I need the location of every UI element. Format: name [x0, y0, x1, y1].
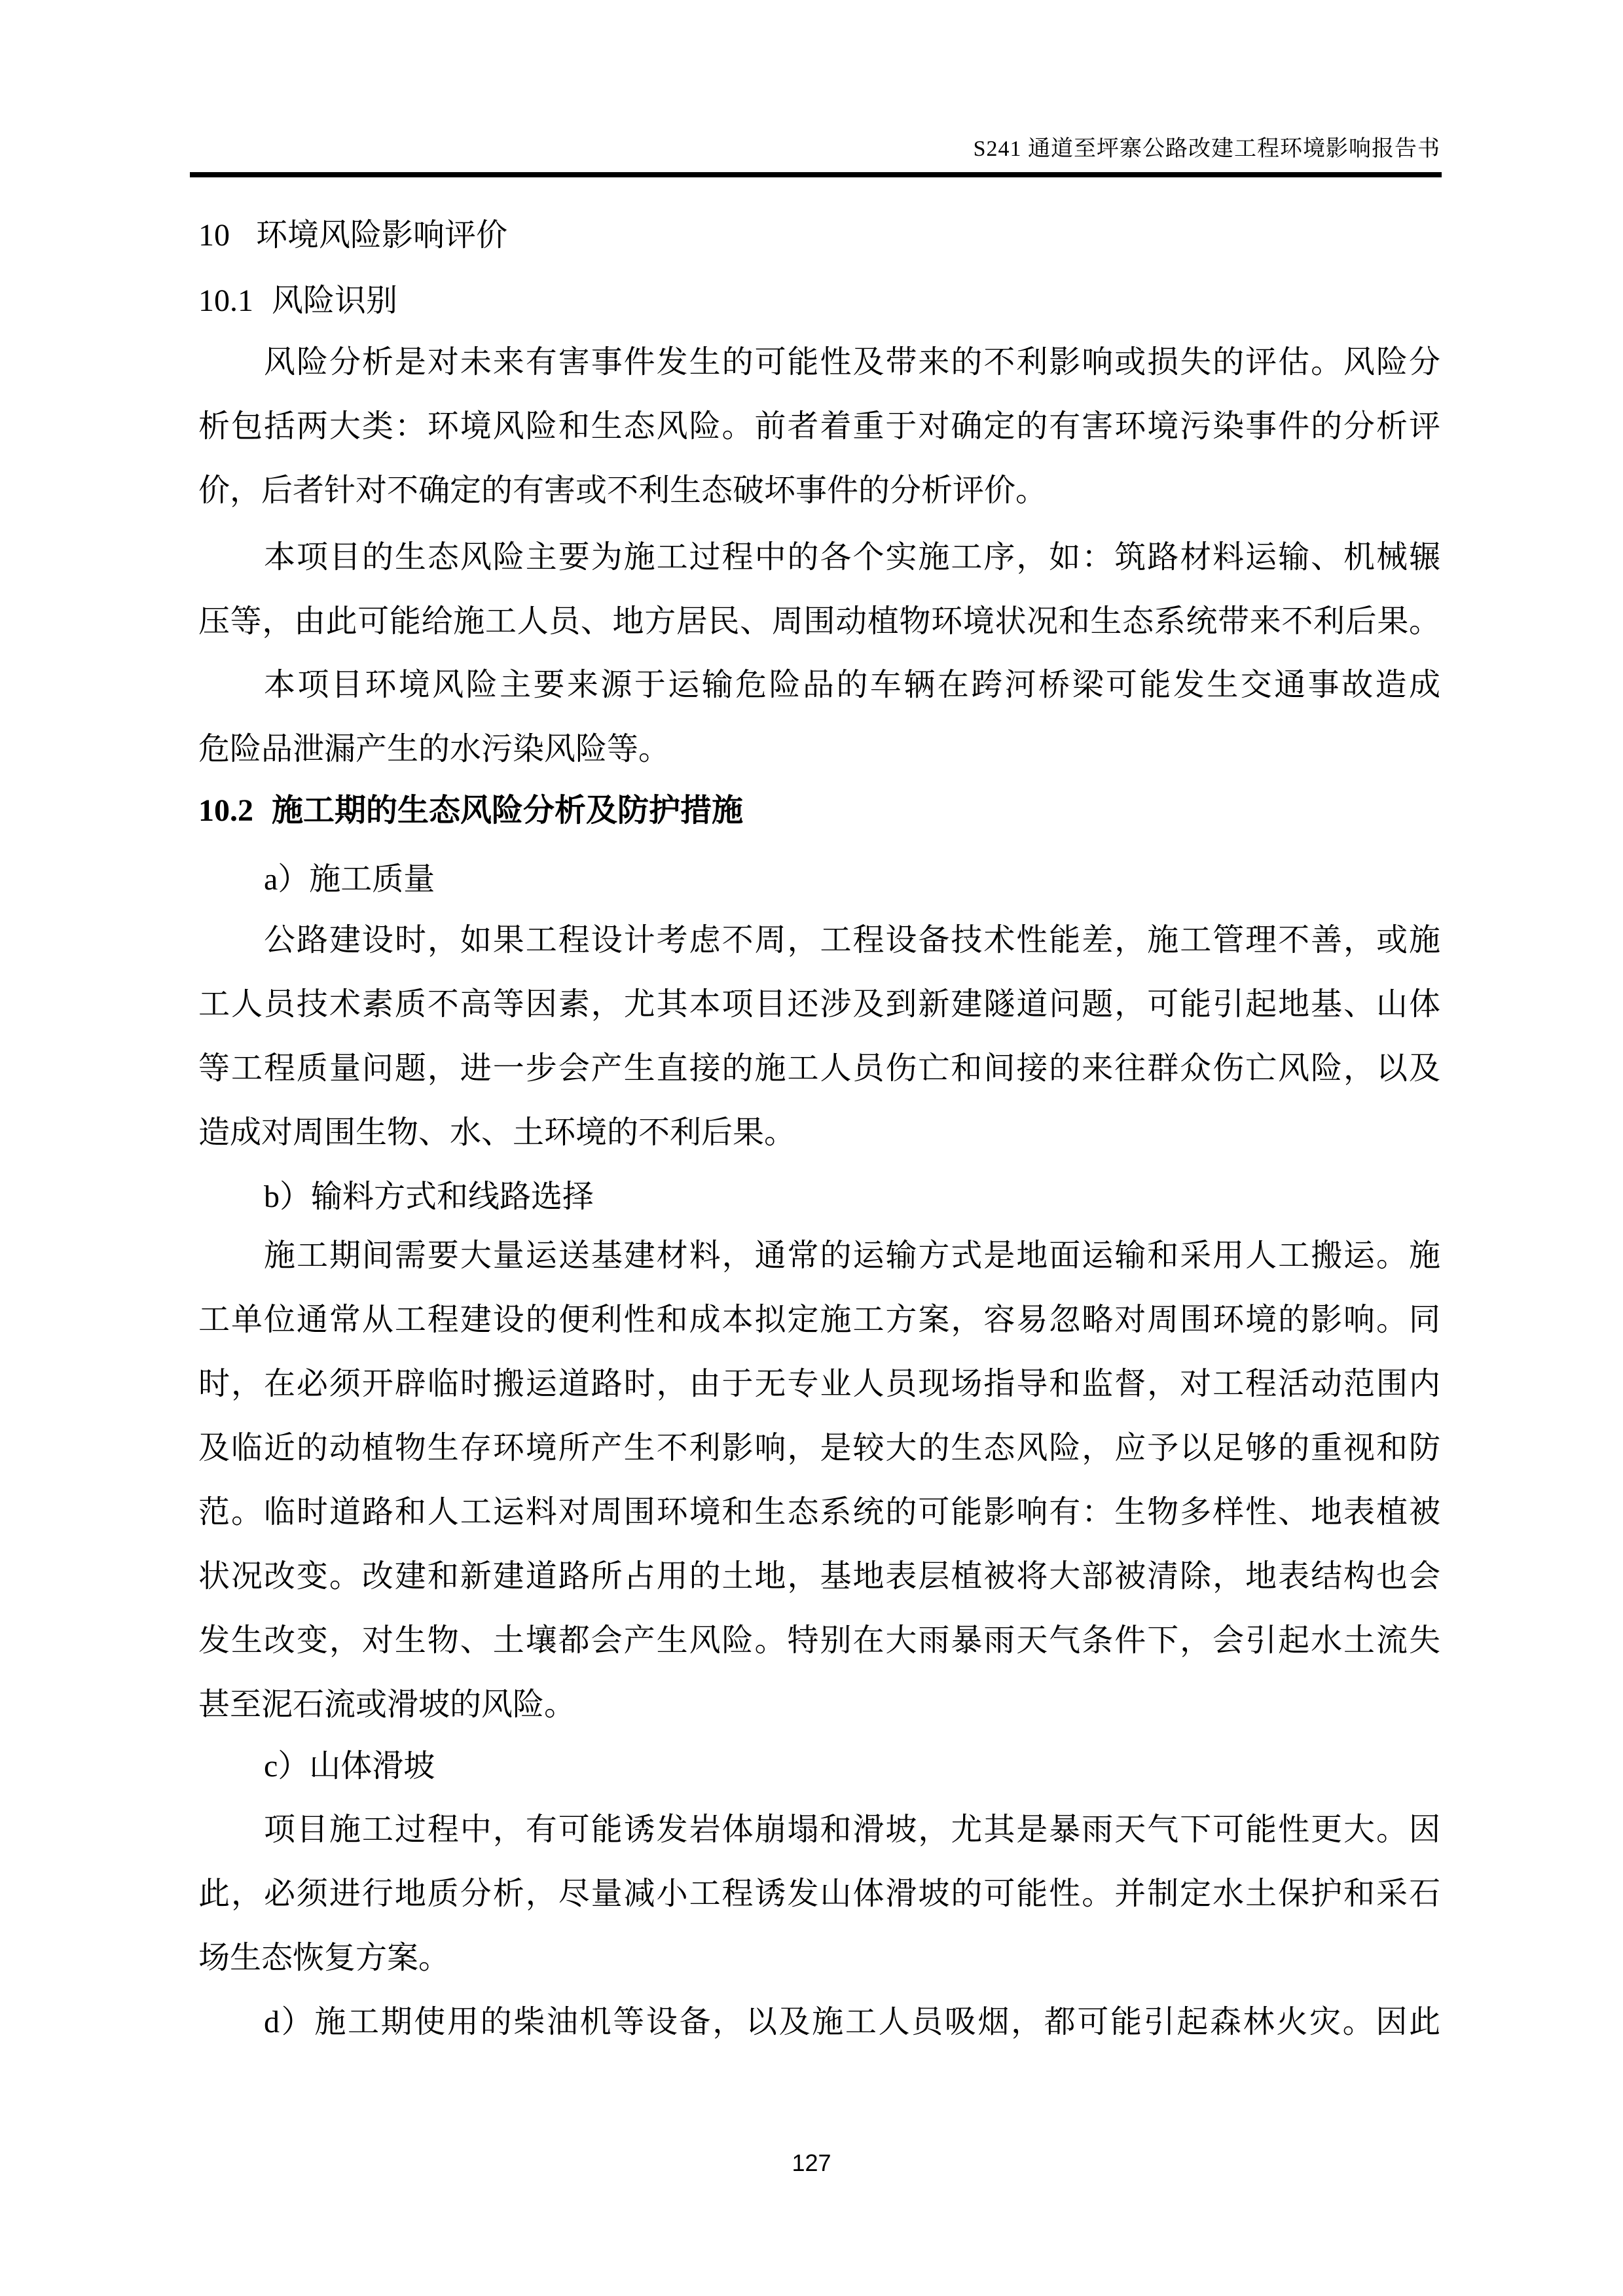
text-line: 析包括两大类：环境风险和生态风险。前者着重于对确定的有害环境污染事件的分析评	[198, 409, 1440, 444]
text-line: b）输料方式和线路选择	[264, 1179, 594, 1214]
text-line: 价，后者针对不确定的有害或不利生态破坏事件的分析评价。	[198, 473, 1048, 508]
page-header-title: S241 通道至坪寨公路改建工程环境影响报告书	[973, 137, 1440, 161]
heading-10-1-title: 风险识别	[272, 283, 398, 318]
text-line: 甚至泥石流或滑坡的风险。	[198, 1687, 576, 1722]
text-line: 项目施工过程中，有可能诱发岩体崩塌和滑坡，尤其是暴雨天气下可能性更大。因	[264, 1812, 1440, 1847]
paragraph-env-risk	[198, 653, 1440, 781]
text-line: 时，在必须开辟临时搬运道路时，由于无专业人员现场指导和监督，对工程活动范围内	[198, 1367, 1440, 1401]
text-line: 状况改变。改建和新建道路所占用的土地，基地表层植被将大部被清除，地表结构也会	[198, 1559, 1440, 1594]
heading-10-number: 10	[198, 218, 230, 253]
page-number: 127	[792, 2149, 831, 2176]
heading-10-1	[198, 282, 397, 320]
list-item-a	[198, 848, 1440, 912]
paragraph-construction-quality	[198, 908, 1440, 1165]
paragraph-material-transport	[198, 1224, 1440, 1737]
text-line: 此，必须进行地质分析，尽量减小工程诱发山体滑坡的可能性。并制定水土保护和采石	[198, 1876, 1440, 1911]
text-line: 公路建设时，如果工程设计考虑不周，工程设备技术性能差，施工管理不善，或施	[264, 923, 1440, 958]
text-line: 施工期间需要大量运送基建材料，通常的运输方式是地面运输和采用人工搬运。施	[264, 1238, 1440, 1273]
text-line: 等工程质量问题，进一步会产生直接的施工人员伤亡和间接的来往群众伤亡风险，以及	[198, 1051, 1440, 1086]
text-line: 风险分析是对未来有害事件发生的可能性及带来的不利影响或损失的评估。风险分	[264, 345, 1440, 380]
text-line: 本项目的生态风险主要为施工过程中的各个实施工序，如：筑路材料运输、机械辗	[264, 540, 1440, 575]
paragraph-landslide	[198, 1798, 1440, 1990]
text-line: 发生改变，对生物、土壤都会产生风险。特别在大雨暴雨天气条件下，会引起水土流失	[198, 1623, 1440, 1658]
heading-10-1-number: 10.1	[198, 283, 253, 318]
page-header	[198, 135, 1440, 164]
text-line: 工人员技术素质不高等因素，尤其本项目还涉及到新建隧道问题，可能引起地基、山体	[198, 987, 1440, 1022]
text-line: 危险品泄漏产生的水污染风险等。	[198, 732, 670, 766]
text-line: 及临近的动植物生存环境所产生不利影响，是较大的生态风险，应予以足够的重视和防	[198, 1431, 1440, 1465]
heading-10-2-number: 10.2	[198, 793, 253, 828]
heading-10	[198, 217, 507, 255]
text-line: 工单位通常从工程建设的便利性和成本拟定施工方案，容易忽略对周围环境的影响。同	[198, 1302, 1440, 1337]
text-line: d）施工期使用的柴油机等设备，以及施工人员吸烟，都可能引起森林火灾。因此	[264, 2005, 1440, 2039]
heading-10-2	[198, 792, 743, 830]
list-item-b	[198, 1165, 1440, 1229]
text-line: 范。临时道路和人工运料对周围环境和生态系统的可能影响有：生物多样性、地表植被	[198, 1495, 1440, 1530]
text-line: c）山体滑坡	[264, 1749, 435, 1784]
list-item-c	[198, 1734, 1440, 1799]
text-line: 场生态恢复方案。	[198, 1941, 450, 1975]
text-line: a）施工质量	[264, 862, 435, 897]
text-line: 造成对周围生物、水、土环境的不利后果。	[198, 1115, 796, 1150]
list-item-d	[198, 1990, 1440, 2054]
text-line: 本项目环境风险主要来源于运输危险品的车辆在跨河桥梁可能发生交通事故造成	[264, 668, 1440, 702]
heading-10-2-title: 施工期的生态风险分析及防护措施	[272, 793, 744, 828]
paragraph-eco-risk	[198, 526, 1440, 654]
header-rule	[190, 172, 1442, 177]
heading-10-title: 环境风险影响评价	[256, 218, 508, 253]
text-line: 压等，由此可能给施工人员、地方居民、周围动植物环境状况和生态系统带来不利后果。	[198, 604, 1440, 639]
paragraph-risk-analysis	[198, 331, 1440, 523]
